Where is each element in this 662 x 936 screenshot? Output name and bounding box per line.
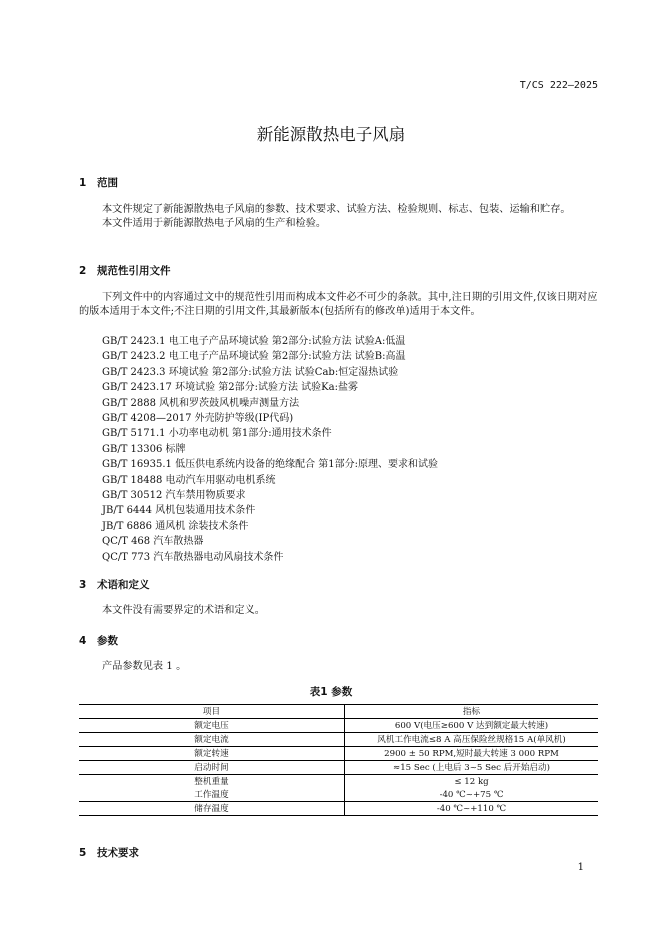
reference-item: GB/T 2423.1 电工电子产品环境试验 第2部分:试验方法 试验A:低温 bbox=[102, 336, 406, 347]
table-cell: 额定转速 bbox=[79, 747, 345, 761]
column-header: 指标 bbox=[345, 705, 599, 719]
table-row bbox=[79, 747, 598, 761]
table-row bbox=[79, 788, 598, 802]
paragraph: 本文件适用于新能源散热电子风扇的生产和检验。 bbox=[102, 218, 327, 229]
column-header: 项目 bbox=[79, 705, 345, 719]
reference-item: GB/T 30512 汽车禁用物质要求 bbox=[102, 490, 246, 502]
table-cell: 额定电流 bbox=[79, 733, 345, 747]
table-row bbox=[79, 775, 598, 789]
table-cell: 工作温度 bbox=[79, 788, 345, 802]
reference-item: GB/T 2888 风机和罗茨鼓风机噪声测量方法 bbox=[102, 397, 300, 409]
reference-item: JB/T 6886 通风机 涂装技术条件 bbox=[102, 520, 249, 532]
section-1-heading bbox=[79, 175, 118, 190]
table-cell: 风机工作电流≤8 A 高压保险丝规格15 A(单风机) bbox=[345, 733, 599, 747]
reference-item: QC/T 773 汽车散热器电动风扇技术条件 bbox=[102, 551, 284, 563]
section-number: 2 bbox=[79, 265, 87, 277]
table-row bbox=[79, 761, 598, 775]
reference-item: GB/T 4208—2017 外壳防护等级(IP代码) bbox=[102, 413, 294, 425]
table-row bbox=[79, 733, 598, 747]
reference-list bbox=[102, 334, 438, 565]
reference-item: GB/T 16935.1 低压供电系统内设备的绝缘配合 第1部分:原理、要求和试验 bbox=[102, 459, 438, 471]
section-number: 3 bbox=[79, 579, 87, 591]
reference-item: GB/T 5171.1 小功率电动机 第1部分:通用技术条件 bbox=[102, 428, 332, 440]
parameters-table bbox=[79, 704, 598, 816]
table-caption: 表1 参数 bbox=[309, 686, 353, 698]
section-4-heading bbox=[79, 633, 118, 648]
section-title: 参数 bbox=[97, 635, 118, 647]
reference-item: QC/T 468 汽车散热器 bbox=[102, 536, 204, 548]
table-row bbox=[79, 802, 598, 816]
section-5-heading bbox=[79, 845, 139, 860]
table-row bbox=[79, 719, 598, 733]
paragraph: 产品参数见表 1 。 bbox=[102, 661, 187, 672]
section-4-body bbox=[79, 660, 599, 674]
document-title: 新能源散热电子风扇 bbox=[256, 125, 406, 144]
table-cell: 2900 ± 50 RPM,短时最大转速 3 000 RPM bbox=[345, 747, 599, 761]
section-3-heading bbox=[79, 577, 150, 592]
paragraph: 本文件规定了新能源散热电子风扇的参数、技术要求、试验方法、检验规则、标志、包装、运输和贮存。 bbox=[102, 204, 571, 215]
table-cell: 整机重量 bbox=[79, 775, 345, 789]
table-cell: 额定电压 bbox=[79, 719, 345, 733]
table-cell: -40 ℃~+110 ℃ bbox=[345, 802, 599, 816]
page-number: 1 bbox=[577, 862, 584, 873]
section-2-heading bbox=[79, 263, 171, 278]
section-title: 术语和定义 bbox=[97, 579, 150, 591]
table-cell: ≤ 12 kg bbox=[345, 775, 599, 789]
paragraph: 下列文件中的内容通过文中的规范性引用而构成本文件必不可少的条款。其中,注日期的引用文件,仅该日期对应的版本适用于本文件;不注日期的引用文件,其最新版本(包括所有的修改单)适用于本文件。 bbox=[79, 292, 598, 317]
table-cell: 储存温度 bbox=[79, 802, 345, 816]
table-cell: 600 V(电压≥600 V 达到额定最大转速) bbox=[345, 719, 599, 733]
reference-item: JB/T 6444 风机包装通用技术条件 bbox=[102, 505, 256, 517]
table-header-row bbox=[79, 705, 598, 719]
section-number: 1 bbox=[79, 177, 87, 189]
section-title: 范围 bbox=[97, 177, 118, 189]
section-title: 规范性引用文件 bbox=[97, 265, 171, 277]
reference-item: GB/T 18488 电动汽车用驱动电机系统 bbox=[102, 474, 276, 486]
reference-item: GB/T 2423.2 电工电子产品环境试验 第2部分:试验方法 试验B:高温 bbox=[102, 351, 406, 363]
section-3-body bbox=[79, 604, 599, 618]
reference-item: GB/T 2423.3 环境试验 第2部分:试验方法 试验Cab:恒定湿热试验 bbox=[102, 366, 399, 378]
table-cell: 启动时间 bbox=[79, 761, 345, 775]
reference-item: GB/T 13306 标牌 bbox=[102, 443, 186, 455]
table-cell: ≈15 Sec (上电后 3~5 Sec 后开始启动) bbox=[345, 761, 599, 775]
paragraph: 本文件没有需要界定的术语和定义。 bbox=[102, 605, 265, 616]
section-2-body bbox=[79, 291, 599, 319]
reference-item: GB/T 2423.17 环境试验 第2部分:试验方法 试验Ka:盐雾 bbox=[102, 382, 358, 394]
section-number: 4 bbox=[79, 635, 87, 647]
document-code: T/CS 222—2025 bbox=[519, 80, 598, 91]
section-1-body bbox=[79, 203, 599, 231]
section-number: 5 bbox=[79, 847, 87, 859]
table-cell: -40 ℃~+75 ℃ bbox=[439, 789, 504, 800]
section-title: 技术要求 bbox=[97, 847, 139, 859]
